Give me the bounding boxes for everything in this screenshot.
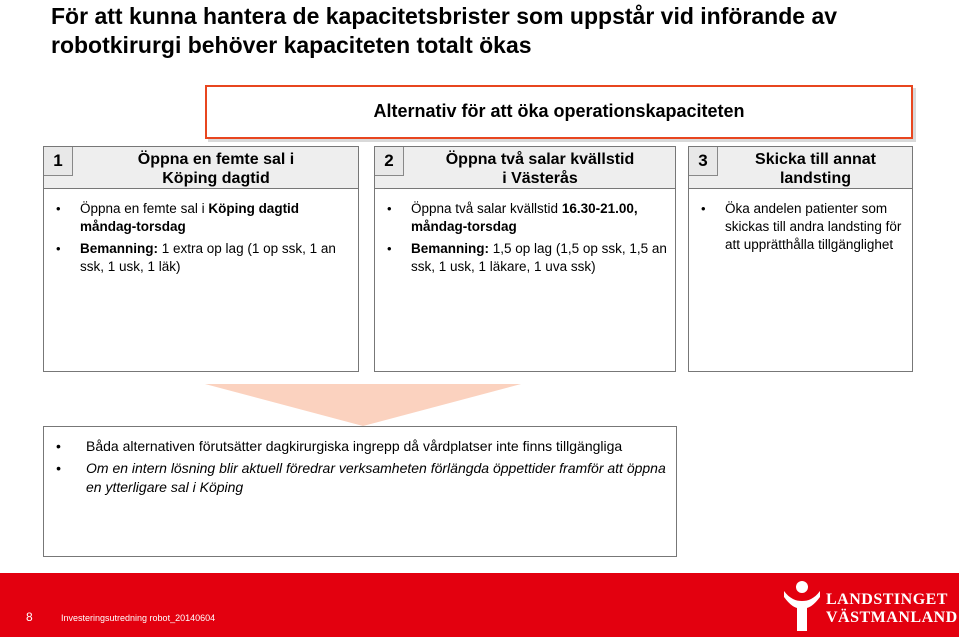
page-number: 8 bbox=[26, 610, 33, 624]
footer bbox=[0, 573, 959, 637]
alternatives-box bbox=[205, 85, 913, 139]
column-2-body bbox=[374, 189, 676, 372]
column-3-title: Skicka till annat landsting bbox=[755, 151, 876, 187]
list-item: • Båda alternativen förutsätter dagkirurgiska ingrepp då vårdplatser inte finns tillgängliga bbox=[54, 437, 666, 456]
list-item: • Öppna en femte sal i Köping dagtid måndag-torsdag bbox=[54, 200, 350, 236]
column-1-title: Öppna en femte sal i Köping dagtid bbox=[137, 151, 295, 187]
column-1-header bbox=[43, 146, 359, 189]
column-2-number: 2 bbox=[375, 147, 404, 176]
list-item: • Om en intern lösning blir aktuell föredrar verksamheten förlängda öppettider framför att öppna en ytterligare sal i Köping bbox=[54, 459, 666, 497]
down-arrow bbox=[205, 384, 521, 426]
list-item: • Öppna två salar kvällstid 16.30-21.00, måndag-torsdag bbox=[385, 200, 667, 236]
footer-text: Investeringsutredning robot_20140604 bbox=[61, 613, 216, 623]
logo-line-2: VÄSTMANLAND bbox=[826, 609, 958, 626]
column-3-number: 3 bbox=[689, 147, 718, 176]
list-item: • Bemanning: 1 extra op lag (1 op ssk, 1 an ssk, 1 usk, 1 läk) bbox=[54, 240, 350, 276]
column-1-body bbox=[43, 189, 359, 372]
alternatives-title: Alternativ för att öka operationskapaciteten bbox=[373, 101, 745, 121]
logo-figure-icon bbox=[780, 577, 824, 633]
conclusion-box bbox=[43, 426, 677, 557]
column-3-header bbox=[688, 146, 913, 189]
column-2-header bbox=[374, 146, 676, 189]
list-item: • Öka andelen patienter som skickas till andra landsting för att upprätthålla tillgänglighet bbox=[699, 200, 904, 254]
page-title: För att kunna hantera de kapacitetsbrister som uppstår vid införande av robotkirurgi behöver kapaciteten totalt ökas bbox=[51, 3, 838, 58]
column-2-title: Öppna två salar kvällstid i Västerås bbox=[445, 151, 635, 187]
column-1-number: 1 bbox=[44, 147, 73, 176]
list-item: • Bemanning: 1,5 op lag (1,5 op ssk, 1,5 an ssk, 1 usk, 1 läkare, 1 uva ssk) bbox=[385, 240, 667, 276]
logo-line-1: LANDSTINGET bbox=[826, 591, 948, 608]
landstinget-logo bbox=[780, 577, 958, 633]
column-3-body bbox=[688, 189, 913, 372]
